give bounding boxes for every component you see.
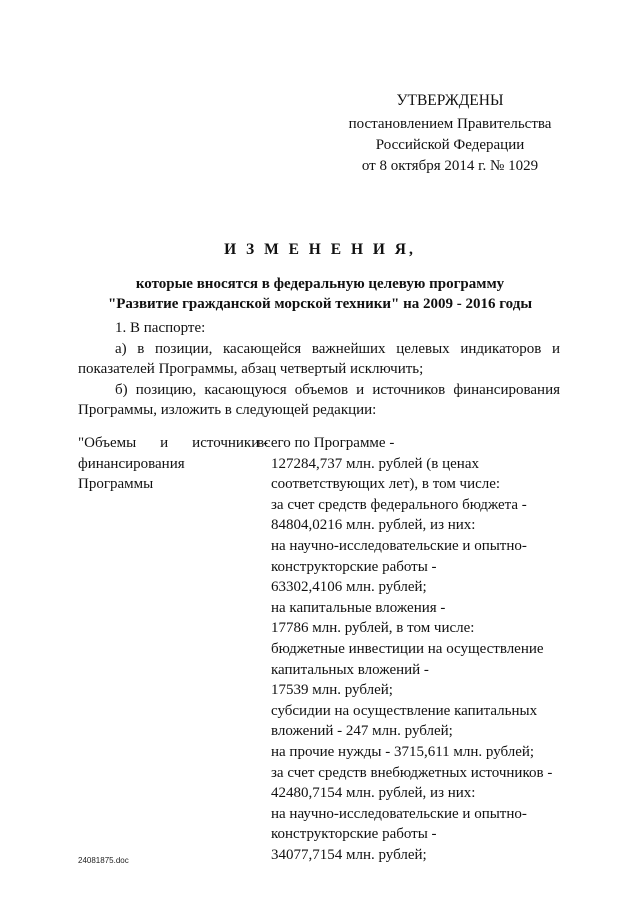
footer-filename: 24081875.doc [78, 856, 129, 865]
passport-label-word-2: и [160, 435, 169, 451]
paragraph-a-line-2: показателей Программы, абзац четвертый исключить; [78, 361, 424, 377]
passport-value-line: конструкторские работы - [271, 826, 437, 843]
passport-label-line-1 [78, 433, 268, 454]
passport-label-word-3: источники - [192, 435, 268, 451]
document-subtitle-line-2: "Развитие гражданской морской техники" на 2009 - 2016 годы [107, 296, 533, 312]
paragraph-passport: 1. В паспорте: [115, 320, 206, 336]
passport-value-line: на прочие нужды - 3715,611 млн. рублей; [271, 743, 535, 760]
passport-value-line: на научно-исследовательские и опытно- [271, 805, 527, 822]
paragraph-a-line-1: а) в позиции, касающейся важнейших целевых индикаторов и [115, 340, 560, 357]
passport-value-line: 17786 млн. рублей, в том числе: [271, 620, 475, 637]
passport-value-line: 42480,7154 млн. рублей, из них: [271, 785, 476, 802]
document-title: И З М Е Н Е Н И Я, [224, 241, 416, 258]
approval-block [330, 90, 570, 177]
document-body [78, 318, 560, 421]
passport-value-line: 63302,4106 млн. рублей; [271, 579, 427, 596]
passport-value-line: конструкторские работы - [271, 558, 437, 575]
passport-label-line-2: финансирования [78, 455, 185, 472]
passport-value-line: 127284,737 млн. рублей (в ценах [271, 455, 479, 472]
passport-value-line: капитальных вложений - [271, 661, 429, 678]
passport-financing-position [78, 433, 568, 865]
passport-position-value [257, 433, 568, 865]
passport-value-line: бюджетные инвестиции на осуществление [271, 640, 544, 657]
passport-value-line: на научно-исследовательские и опытно- [271, 537, 527, 554]
approval-line-1: постановлением Правительства [348, 116, 552, 132]
passport-value-line: 84804,0216 млн. рублей, из них: [271, 517, 476, 534]
passport-value-line: за счет средств федерального бюджета - [271, 496, 527, 513]
passport-label-line-3: Программы [78, 476, 154, 493]
document-heading [0, 240, 640, 314]
paragraph-b-line-1: б) позицию, касающуюся объемов и источников финансирования [115, 381, 560, 398]
passport-position-label [78, 433, 268, 865]
passport-value-line: вложений - 247 млн. рублей; [271, 723, 453, 740]
approval-line-3: от 8 октября 2014 г. № 1029 [361, 158, 539, 174]
passport-label-word-1: "Объемы [78, 435, 137, 451]
passport-value-line: на капитальные вложения - [271, 599, 446, 616]
approval-title: УТВЕРЖДЕНЫ [396, 92, 504, 109]
passport-value-line: соответствующих лет), в том числе: [271, 476, 501, 493]
passport-value-line: субсидии на осуществление капитальных [271, 702, 538, 719]
passport-value-line: 17539 млн. рублей; [271, 682, 393, 699]
document-subtitle-line-1: которые вносятся в федеральную целевую программу [135, 276, 505, 292]
passport-value-line: 34077,7154 млн. рублей; [271, 846, 427, 863]
passport-value-line: всего по Программе - [257, 435, 395, 451]
paragraph-b-line-2: Программы, изложить в следующей редакции: [78, 402, 377, 418]
passport-value-line: за счет средств внебюджетных источников - [271, 764, 553, 781]
approval-line-2: Российской Федерации [375, 137, 525, 153]
